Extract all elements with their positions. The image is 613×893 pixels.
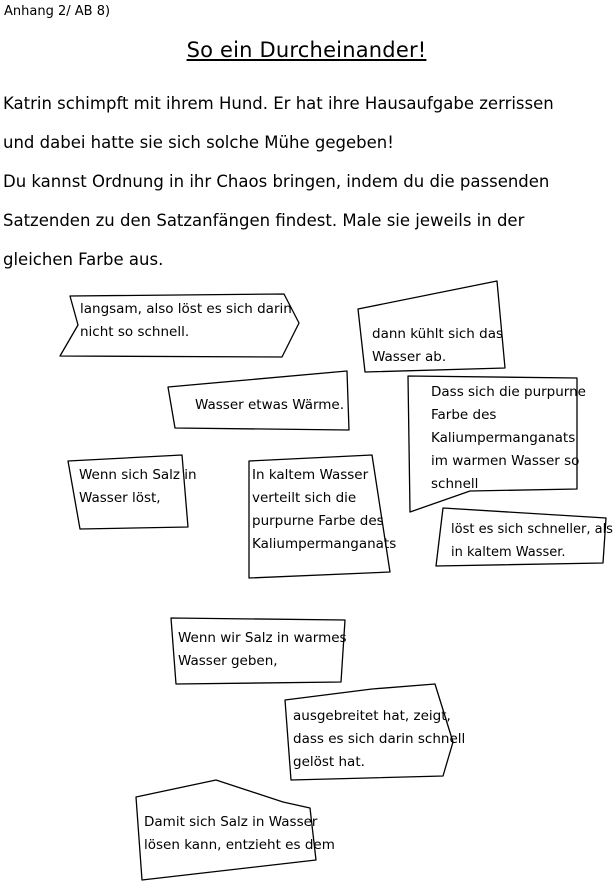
snippet-line: dann kühlt sich das [372, 326, 504, 342]
snippet-line: Kaliumpermanganats [431, 430, 576, 446]
snippet-waerme [195, 394, 344, 417]
snippet-line: verteilt sich die [252, 490, 357, 506]
snippet-line: löst es sich schneller, als [451, 522, 613, 537]
snippet-line: dass es sich darin schnell [293, 731, 466, 747]
page-title: So ein Durcheinander! [186, 38, 427, 62]
snippet-line: Wenn sich Salz in [79, 467, 197, 483]
snippet-dass-purpurne [431, 381, 586, 496]
snippet-ausgebreitet [293, 705, 465, 774]
snippet-line: Farbe des [431, 407, 497, 423]
intro-line: gleichen Farbe aus. [3, 250, 164, 269]
snippet-line: Kaliumpermanganats [252, 536, 397, 552]
snippet-line: Dass sich die purpurne [431, 384, 586, 400]
snippet-kaltem-wasser [252, 464, 396, 556]
intro-line: Katrin schimpft mit ihrem Hund. Er hat ihre Hausaufgabe zerrissen [3, 94, 554, 113]
snippet-line: Wasser ab. [372, 349, 447, 365]
snippet-line: gelöst hat. [293, 754, 365, 770]
snippet-line: Wasser geben, [178, 653, 278, 669]
snippet-line: im warmen Wasser so [431, 453, 580, 469]
snippet-wenn-salz [79, 464, 197, 510]
intro-line: Satzenden zu den Satzanfängen findest. Male sie jeweils in der [3, 211, 525, 230]
snippet-line: Damit sich Salz in Wasser [144, 814, 318, 830]
snippet-line: langsam, also löst es sich darin [80, 301, 292, 317]
intro-line: Du kannst Ordnung in ihr Chaos bringen, indem du die passenden [3, 172, 550, 191]
snippet-line: lösen kann, entzieht es dem [144, 837, 335, 853]
snippet-langsam [80, 298, 292, 344]
snippet-line: schnell [431, 476, 479, 492]
snippet-wenn-wir [178, 627, 347, 673]
snippet-line: nicht so schnell. [80, 324, 190, 340]
snippet-line: purpurne Farbe des [252, 513, 384, 529]
snippet-kuehlt [372, 323, 503, 369]
snippet-loest-schneller [451, 518, 613, 564]
snippet-line: Wasser etwas Wärme. [195, 397, 345, 413]
header-label: Anhang 2/ AB 8) [4, 4, 111, 19]
snippet-damit [144, 811, 335, 857]
snippet-line: Wenn wir Salz in warmes [178, 630, 347, 646]
snippet-line: ausgebreitet hat, zeigt, [293, 708, 451, 724]
intro-line: und dabei hatte sie sich solche Mühe gegeben! [3, 133, 394, 152]
snippet-line: In kaltem Wasser [252, 467, 369, 483]
snippet-line: Wasser löst, [79, 490, 161, 506]
snippet-line: in kaltem Wasser. [451, 545, 566, 560]
